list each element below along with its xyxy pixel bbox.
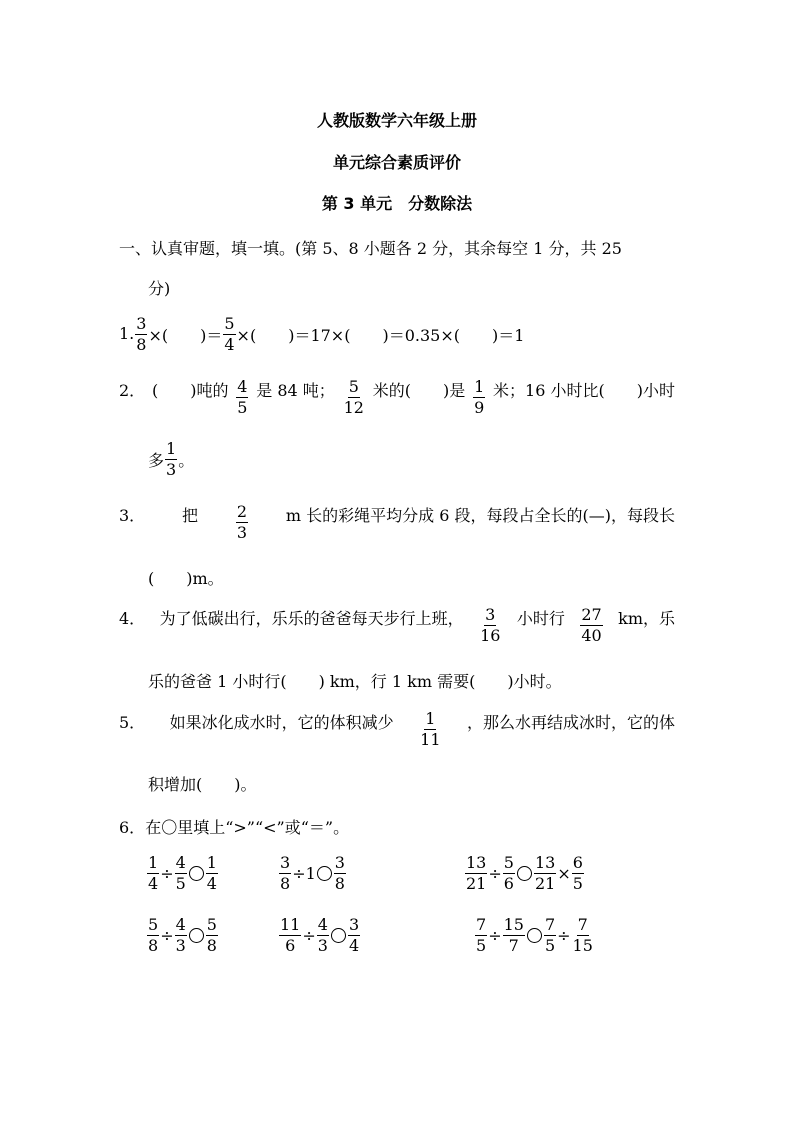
question-4-cont: 乐的爸爸 1 小时行( ) km，行 1 km 需要( )小时。: [148, 672, 562, 691]
fraction: $\frac{5}{12}$: [343, 377, 364, 417]
compare-item: $\frac{5}{8}$ ÷ $\frac{4}{3}$ $\frac{5}{8}$: [148, 915, 217, 955]
fraction: $\frac{1}{9}$: [474, 377, 485, 417]
answer-circle[interactable]: [517, 866, 532, 881]
compare-item: $\frac{11}{6}$ ÷ $\frac{4}{3}$ $\frac{3}{4}$: [280, 915, 360, 955]
answer-circle[interactable]: [331, 928, 346, 943]
question-number: 2．: [119, 381, 146, 400]
fraction: $\frac{27}{40}$: [581, 605, 602, 645]
answer-circle[interactable]: [189, 928, 204, 943]
section-instructions-cont: 分): [148, 279, 171, 298]
answer-circle[interactable]: [317, 866, 332, 881]
answer-circle[interactable]: [189, 866, 204, 881]
question-1: 1. $\frac{3}{8}$ ×( )＝ $\frac{5}{4}$ ×( )＝17×( )＝0.35×( )＝1: [119, 314, 525, 354]
fraction: $\frac{1}{3}$: [166, 439, 177, 479]
book-title: 人教版数学六年级上册: [316, 111, 477, 130]
fraction: $\frac{4}{5}$: [237, 377, 248, 417]
compare-item: $\frac{7}{5}$ ÷ $\frac{15}{7}$ $\frac{7}{5}$ ÷ $\frac{7}{15}$: [476, 915, 593, 955]
question-number: 6．: [119, 818, 146, 837]
question-2: 2． ( )吨的 $\frac{4}{5}$ 是 84 吨； $\frac{5}{12}$ 米的( )是 $\frac{1}{9}$ 米；16 小时比( )小时: [119, 377, 675, 417]
question-number: 3．: [119, 506, 146, 525]
question-number: 1.: [119, 324, 135, 343]
question-5: 5． 如果冰化成水时，它的体积减少 $\frac{1}{11}$ ，那么水再结成冰时，它的体: [119, 709, 675, 749]
unit-title: 第 3 单元 分数除法: [321, 194, 473, 213]
fraction: $\frac{1}{11}$: [420, 709, 441, 749]
answer-circle[interactable]: [527, 928, 542, 943]
fraction: $\frac{5}{4}$: [224, 314, 235, 354]
section-instructions: 一、认真审题，填一填。(第 5、8 小题各 2 分，其余每空 1 分，共 25: [119, 239, 622, 258]
question-3-cont: ( )m。: [148, 569, 224, 588]
fraction: $\frac{3}{8}$: [136, 314, 147, 354]
question-5-cont: 积增加( )。: [148, 775, 257, 794]
fraction: $\frac{2}{3}$: [236, 502, 248, 542]
compare-item: $\frac{3}{8}$ ÷1 $\frac{3}{8}$: [280, 853, 345, 893]
question-2-cont: 多 $\frac{1}{3}$ 。: [148, 439, 195, 479]
question-3: 3． 把 $\frac{2}{3}$ m 长的彩绳平均分成 6 段，每段占全长的(—)，每段长: [119, 502, 675, 542]
compare-item: $\frac{1}{4}$ ÷ $\frac{4}{5}$ $\frac{1}{4}$: [148, 853, 217, 893]
question-number: 5．: [119, 713, 146, 732]
question-4: 4． 为了低碳出行，乐乐的爸爸每天步行上班， $\frac{3}{16}$ 小时行 $\frac{27}{40}$ km，乐: [119, 605, 675, 645]
question-6: 6．在〇里填上“>”“<”或“＝”。: [119, 818, 350, 837]
question-number: 4．: [119, 609, 146, 628]
compare-item: $\frac{13}{21}$ ÷ $\frac{5}{6}$ $\frac{13}{21}$ × $\frac{6}{5}$: [466, 853, 583, 893]
fraction: $\frac{3}{16}$: [480, 605, 501, 645]
assessment-title: 单元综合素质评价: [332, 153, 461, 172]
